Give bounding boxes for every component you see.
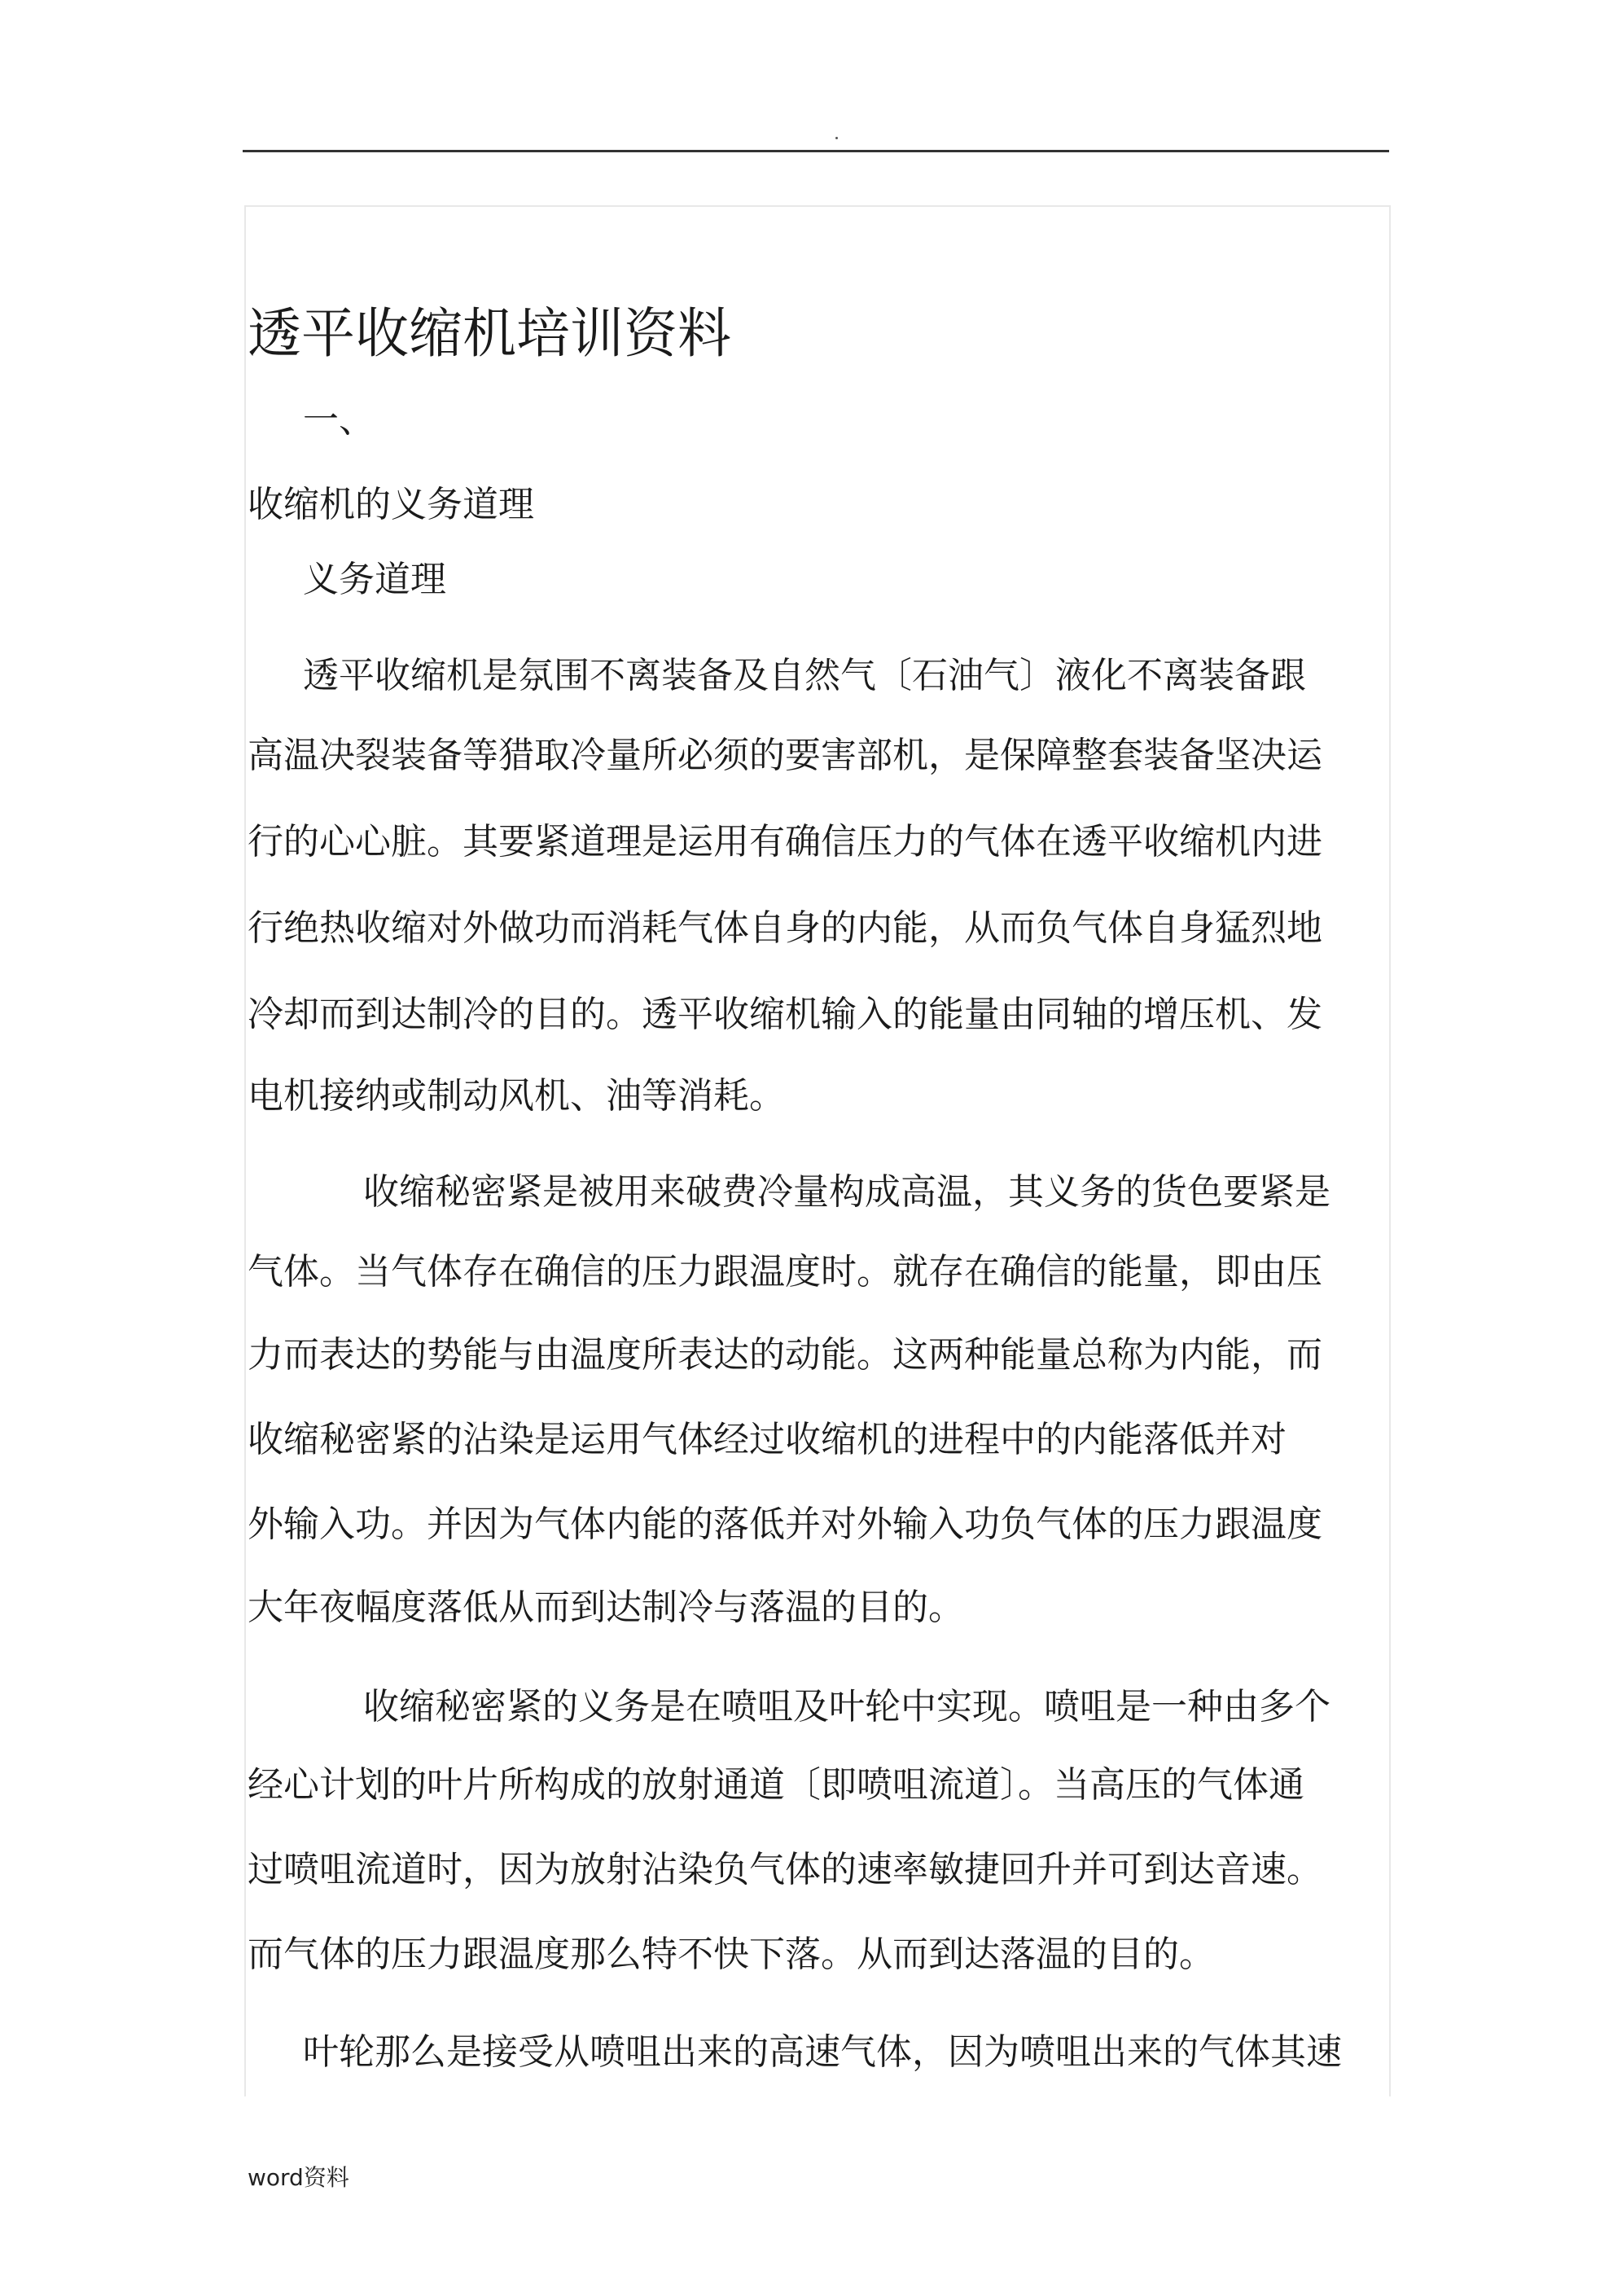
footer-label: word资料 [248,2164,349,2191]
header-rule [243,150,1389,152]
section-number: 一、 [303,399,375,441]
paragraph-line: 经心计划的叶片所构成的放射通道〔即喷咀流道〕。当高压的气体通 [248,1764,1304,1806]
paragraph-line: 高温决裂装备等猎取冷量所必须的要害部机，是保障整套装备坚决运 [248,735,1322,776]
paragraph-line: 而气体的压力跟温度那么特不快下落。从而到达落温的目的。 [248,1934,1215,1975]
header-mark [835,137,838,139]
paragraph-line: 行绝热收缩对外做功而消耗气体自身的内能，从而负气体自身猛烈地 [248,907,1322,949]
paragraph-line: 行的心心脏。其要紧道理是运用有确信压力的气体在透平收缩机内进 [248,821,1322,863]
page-title: 透平收缩机培训资料 [248,302,731,365]
paragraph-line: 大年夜幅度落低从而到达制冷与落温的目的。 [248,1587,964,1628]
paragraph-line: 过喷咀流道时，因为放射沾染负气体的速率敏捷回升并可到达音速。 [248,1849,1322,1890]
paragraph-line: 外输入功。并因为气体内能的落低并对外输入功负气体的压力跟温度 [248,1504,1322,1545]
paragraph-line: 收缩秘密紧的沾染是运用气体经过收缩机的进程中的内能落低并对 [248,1419,1287,1460]
paragraph-line: 冷却而到达制冷的目的。透平收缩机输入的能量由同轴的增压机、发 [248,994,1322,1035]
paragraph-line: 叶轮那么是接受从喷咀出来的高速气体，因为喷咀出来的气体其速 [303,2031,1342,2073]
paragraph-line: 力而表达的势能与由温度所表达的动能。这两种能量总称为内能，而 [248,1334,1322,1376]
paragraph-line: 收缩秘密紧的义务是在喷咀及叶轮中实现。喷咀是一种由多个 [363,1686,1330,1727]
section-title: 收缩机的义务道理 [248,484,534,525]
paragraph-line: 电机接纳或制动风机、油等消耗。 [248,1075,785,1117]
paragraph-line: 气体。当气体存在确信的压力跟温度时。就存在确信的能量，即由压 [248,1251,1322,1293]
paragraph-line: 透平收缩机是氛围不离装备及自然气〔石油气〕液化不离装备跟 [303,655,1306,696]
subsection-title: 义务道理 [303,559,446,600]
paragraph-line: 收缩秘密紧是被用来破费冷量构成高温，其义务的货色要紧是 [363,1171,1330,1213]
